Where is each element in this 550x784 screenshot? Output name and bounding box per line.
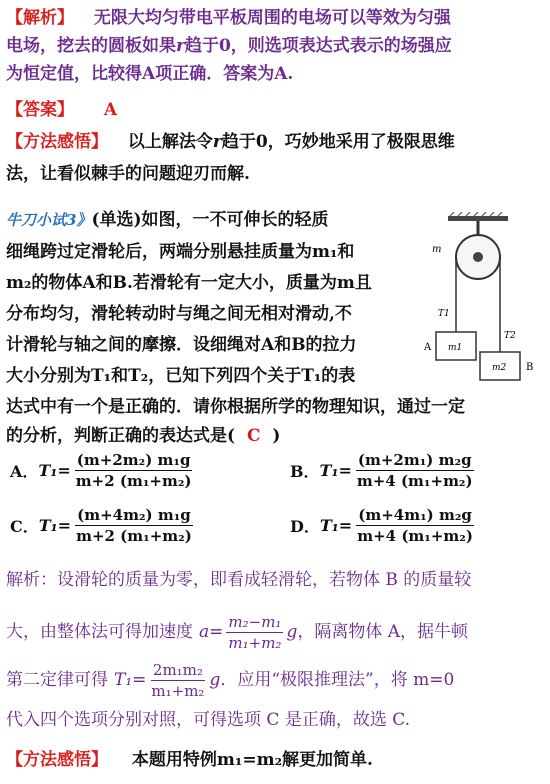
analysis2-line-3: 第二定律可得 T₁= $\frac{\text{2m₁m₂}}{\text{m₁+m₂}}$ g ．应用“极限推理法”，将 m=0 [6, 660, 455, 700]
answer-line [6, 98, 117, 122]
problem-line-8: 的分析，判断正确的表达式是( C ) [6, 426, 281, 446]
block-b-mass: m2 [492, 363, 507, 373]
method-tag: 【方法感悟】 [6, 132, 108, 152]
analysis2-line-1: 解析：设滑轮的质量为零，即看成轻滑轮，若物体 B 的质量较 [6, 570, 472, 590]
block-b-label: B [526, 362, 534, 373]
method2-tag: 【方法感悟】 [6, 750, 108, 770]
problem-line-1: 牛刀小试3》(单选)如图，一不可伸长的轻质 [6, 210, 329, 230]
analysis-text-1: 无限大均匀带电平板周围的电场可以等效为匀强 [93, 8, 451, 28]
method2-text: 本题用特例m₁=m₂解更加简单. [131, 750, 373, 770]
problem-line-5: 计滑轮与轴之间的摩擦．设细绳对A和B的拉力 [6, 335, 357, 355]
option-a[interactable]: A． T₁= $\frac{\text{(m+2m₂) m₁g}}{\text{m+2 (m₁+m₂)}}$ [10, 451, 192, 490]
option-c[interactable]: C． T₁= $\frac{\text{(m+4m₂) m₁g}}{\text{m+2 (m₁+m₂)}}$ [10, 506, 192, 545]
answer-mark: C [246, 426, 261, 446]
problem-line-7: 达式中有一个是正确的．请你根据所学的物理知识，通过一定 [6, 397, 465, 417]
problem-line-4: 分布均匀，滑轮转动时与绳之间无相对滑动,不 [6, 304, 352, 324]
method-line-2: 法，让看似棘手的问题迎刃而解. [6, 164, 250, 184]
block-a-label: A [424, 342, 432, 353]
analysis-line-3: 为恒定值，比较得A项正确．答案为A. [6, 64, 294, 84]
pulley-axle [473, 252, 483, 262]
analysis2-line-4: 代入四个选项分别对照，可得选项 C 是正确，故选 C. [6, 710, 411, 730]
ceiling [448, 216, 508, 221]
pulley-mass-label: m [432, 244, 442, 255]
pulley-diagram [420, 212, 545, 387]
option-d[interactable]: D． T₁= $\frac{\text{(m+4m₁) m₂g}}{\text{m+4 (m₁+m₂)}}$ [290, 506, 473, 545]
answer-value: A [103, 100, 118, 120]
problem-line-3: m₂的物体A和B.若滑轮有一定大小，质量为m且 [6, 273, 372, 293]
analysis-line-1 [6, 6, 451, 30]
ceiling-hatch [450, 212, 502, 216]
t2-label: T2 [504, 331, 516, 341]
method-line-1: 【方法感悟】 以上解法令r趋于0，巧妙地采用了极限思维 [6, 132, 455, 152]
t1-label: T1 [438, 309, 450, 319]
analysis-tag: 【解析】 [6, 8, 74, 28]
option-b[interactable]: B． T₁= $\frac{\text{(m+2m₁) m₂g}}{\text{m+4 (m₁+m₂)}}$ [290, 451, 473, 490]
problem-line-6: 大小分别为T₁和T₂，已知下列四个关于T₁的表 [6, 366, 356, 386]
answer-tag: 【答案】 [6, 100, 74, 120]
analysis-line-2: 电场，挖去的圆板如果r趋于0，则选项表达式表示的场强应 [6, 36, 452, 56]
analysis2-line-2: 大，由整体法可得加速度 a= $\frac{\text{m₂−m₁}}{\text{m₁+m₂}}$ g ，隔离物体 A，据牛顿 [6, 612, 469, 652]
block-a-mass: m1 [448, 343, 463, 353]
method2-line [6, 748, 373, 772]
problem-badge: 牛刀小试3》 [6, 211, 92, 229]
problem-line-2: 细绳跨过定滑轮后，两端分别悬挂质量为m₁和 [6, 242, 355, 262]
